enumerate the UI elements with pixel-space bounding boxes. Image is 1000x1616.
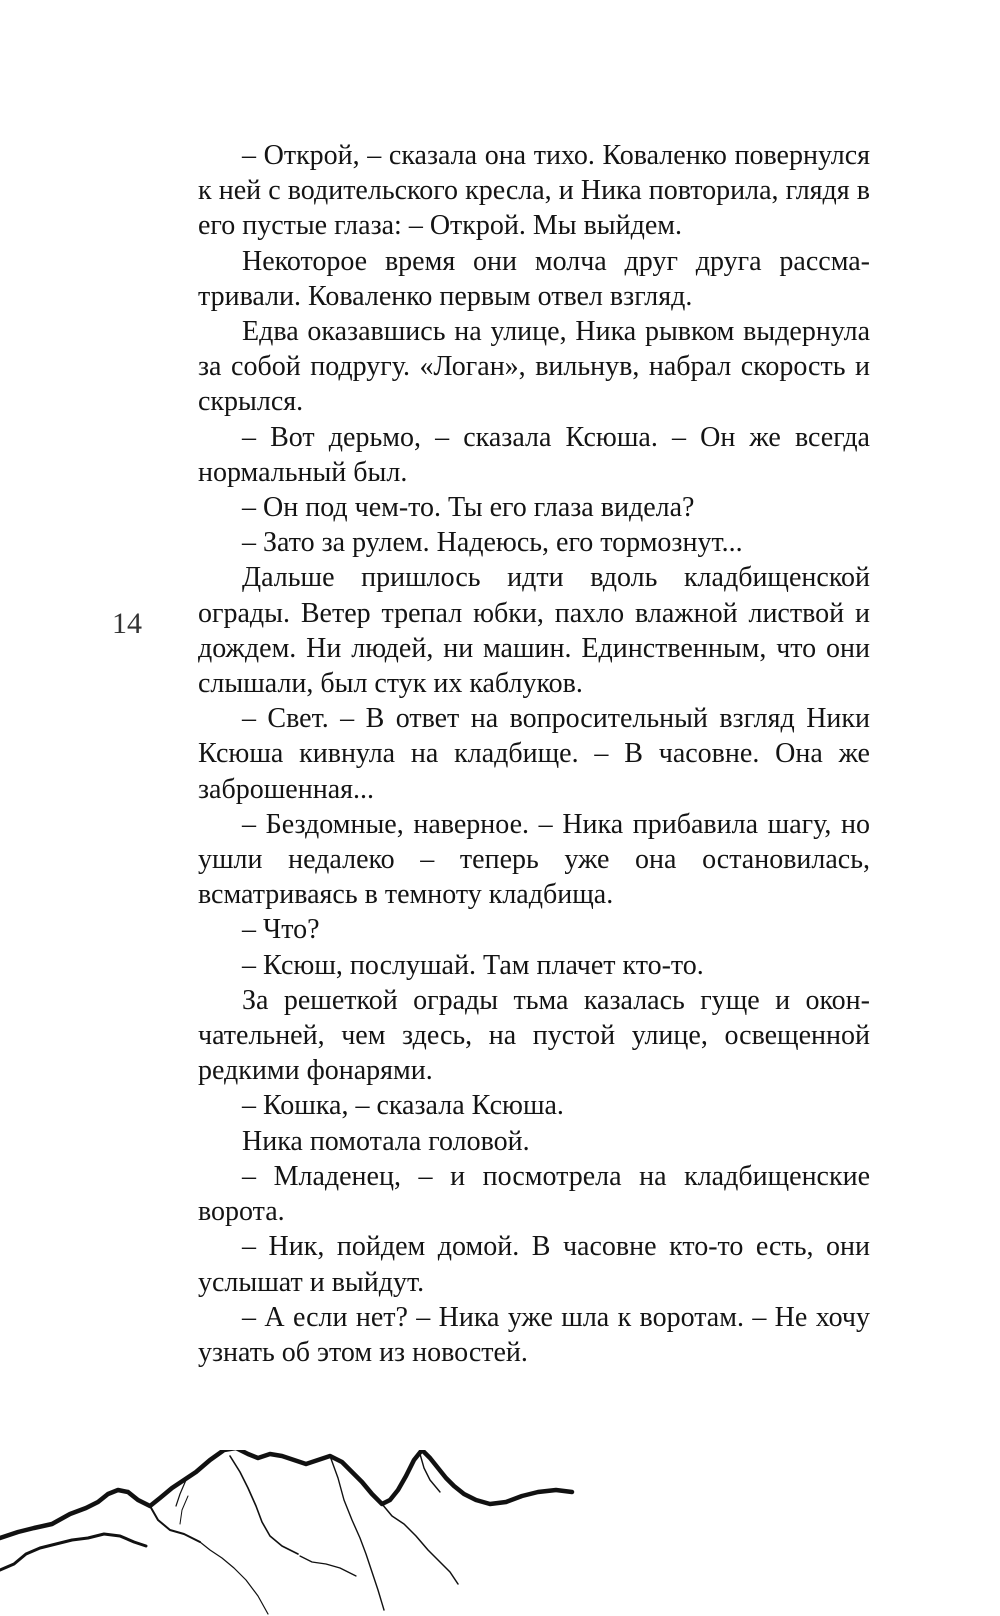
paragraph-17: – А если нет? – Ника уже шла к воротам. – Не хочу узнать об этом из новостей. bbox=[198, 1301, 870, 1368]
paragraph-11: – Ксюш, послушай. Там плачет кто-то. bbox=[242, 949, 704, 981]
mountain-sketch-icon bbox=[0, 1450, 600, 1616]
paragraph-2: Некоторое время они молча друг друга рассматривали. Коваленко первым отвел взгляд. bbox=[198, 245, 870, 312]
paragraph-7: Дальше пришлось идти вдоль кладбищенской ограды. Ветер трепал юбки, пахло влажной листвой и дождем. Ни людей, ни машин. Единственным, что они слышали, был стук их каблуков. bbox=[198, 562, 870, 700]
paragraph-12: За решеткой ограды тьма казалась гуще и окончательней, чем здесь, на пустой улице, освещенной редкими фонарями. bbox=[198, 984, 870, 1087]
paragraph-16: – Ник, пойдем домой. В часовне кто-то есть, они услышат и выйдут. bbox=[198, 1231, 870, 1298]
page-number: 14 bbox=[112, 607, 142, 640]
paragraph-3: Едва оказавшись на улице, Ника рывком выдернула за собой подругу. «Логан», вильнув, набрал скорость и скрылся. bbox=[198, 316, 870, 418]
paragraph-15: – Младенец, – и посмотрела на кладбищенские ворота. bbox=[198, 1160, 870, 1228]
paragraph-4: – Вот дерьмо, – сказала Ксюша. – Он же всегда нормальный был. bbox=[198, 421, 870, 488]
paragraph-14: Ника помотала головой. bbox=[242, 1125, 530, 1157]
paragraph-5: – Он под чем-то. Ты его глаза видела? bbox=[242, 492, 695, 524]
paragraph-9: – Бездомные, наверное. – Ника прибавила шагу, но ушли недалеко – теперь уже она остановилась, всматриваясь в темноту кладбища. bbox=[198, 808, 870, 911]
paragraph-13: – Кошка, – сказала Ксюша. bbox=[242, 1090, 564, 1122]
paragraph-1: – Открой, – сказала она тихо. Коваленко повернулся к ней с водительского кресла, и Ника повторила, глядя в его пустые глаза: – Открой. Мы выйдем. bbox=[198, 140, 870, 242]
paragraph-6: – Зато за рулем. Надеюсь, его тормознут... bbox=[242, 527, 743, 559]
body-text bbox=[198, 138, 870, 1370]
paragraph-8: – Свет. – В ответ на вопросительный взгляд Ники Ксюша кивнула на кладбище. – В часовне. Она же заброшенная... bbox=[198, 703, 870, 805]
paragraph-10: – Что? bbox=[242, 914, 320, 946]
